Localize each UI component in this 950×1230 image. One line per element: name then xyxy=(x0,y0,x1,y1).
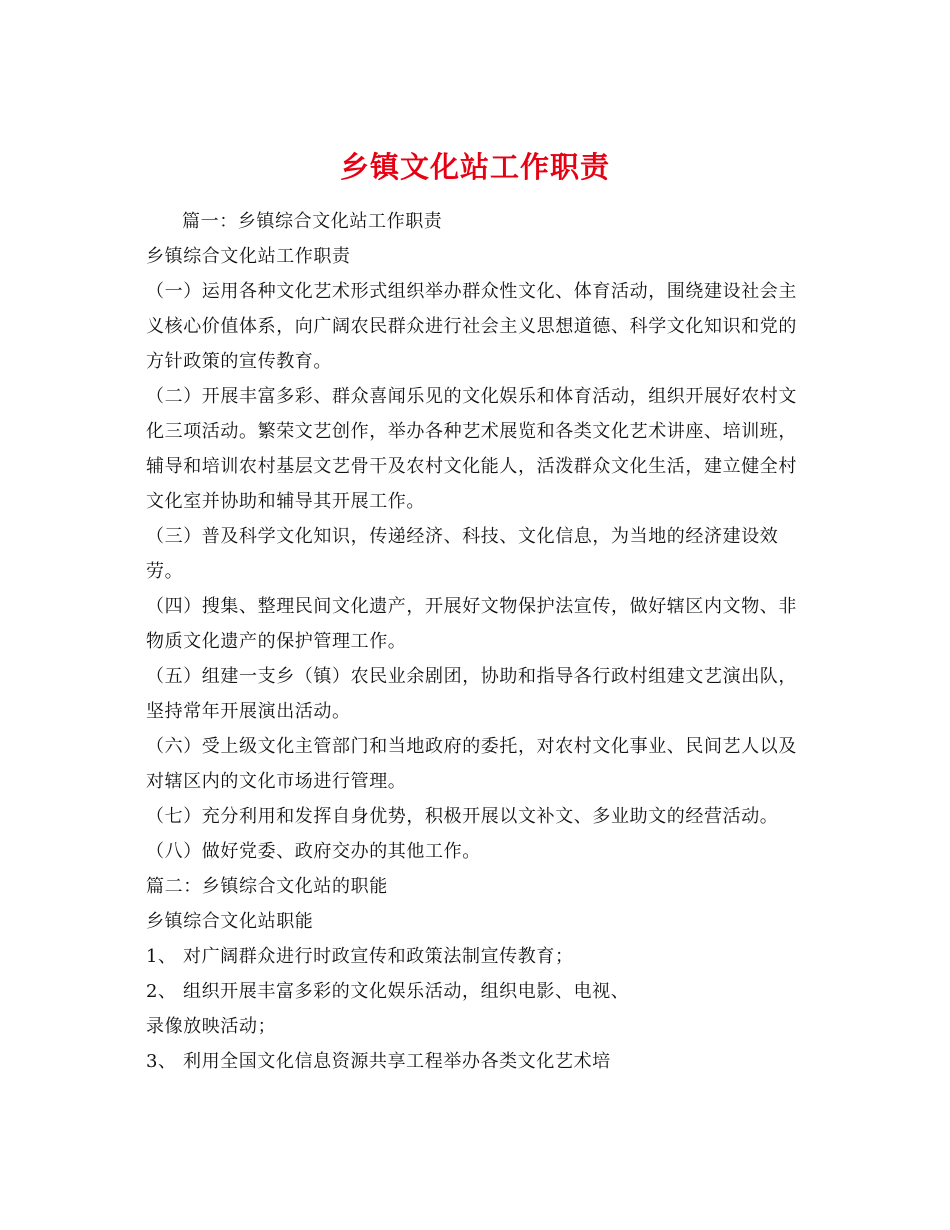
body-line: 劳。 xyxy=(146,561,184,582)
body-line: （二）开展丰富多彩、群众喜闻乐见的文化娱乐和体育活动，组织开展好农村文 xyxy=(146,386,797,407)
section-heading-2: 篇二：乡镇综合文化站的职能 xyxy=(146,876,388,897)
body-line: 乡镇综合文化站工作职责 xyxy=(146,246,351,267)
body-line: 3、 利用全国文化信息资源共享工程举办各类文化艺术培 xyxy=(146,1051,611,1072)
body-line: 1、 对广阔群众进行时政宣传和政策法制宣传教育； xyxy=(146,946,574,967)
section-heading-1: 篇一：乡镇综合文化站工作职责 xyxy=(182,211,443,232)
document-body xyxy=(146,204,806,1079)
body-line: 对辖区内的文化市场进行管理。 xyxy=(146,771,407,792)
body-line: （八）做好党委、政府交办的其他工作。 xyxy=(146,841,481,862)
body-line: 坚持常年开展演出活动。 xyxy=(146,701,351,722)
body-line: （七）充分利用和发挥自身优势，积极开展以文补文、多业助文的经营活动。 xyxy=(146,806,779,827)
body-line: （一）运用各种文化艺术形式组织举办群众性文化、体育活动，围绕建设社会主 xyxy=(146,281,797,302)
body-line: 录像放映活动； xyxy=(146,1016,277,1037)
body-line: 方针政策的宣传教育。 xyxy=(146,351,332,372)
document-title: 乡镇文化站工作职责 xyxy=(339,150,610,185)
body-line: （六）受上级文化主管部门和当地政府的委托，对农村文化事业、民间艺人以及 xyxy=(146,736,797,757)
body-line: （三）普及科学文化知识，传递经济、科技、文化信息，为当地的经济建设效 xyxy=(146,526,779,547)
body-line: （五）组建一支乡（镇）农民业余剧团，协助和指导各行政村组建文艺演出队， xyxy=(146,666,797,687)
body-line: 乡镇综合文化站职能 xyxy=(146,911,314,932)
body-line: （四）搜集、整理民间文化遗产，开展好文物保护法宣传，做好辖区内文物、非 xyxy=(146,596,797,617)
body-line: 物质文化遗产的保护管理工作。 xyxy=(146,631,407,652)
body-line: 文化室并协助和辅导其开展工作。 xyxy=(146,491,425,512)
body-line: 化三项活动。繁荣文艺创作，举办各种艺术展览和各类文化艺术讲座、培训班， xyxy=(146,421,797,442)
body-line: 义核心价值体系，向广阔农民群众进行社会主义思想道德、科学文化知识和党的 xyxy=(146,316,797,337)
body-line: 2、 组织开展丰富多彩的文化娱乐活动，组织电影、电视、 xyxy=(146,981,630,1002)
body-line: 辅导和培训农村基层文艺骨干及农村文化能人，活泼群众文化生活，建立健全村 xyxy=(146,456,797,477)
